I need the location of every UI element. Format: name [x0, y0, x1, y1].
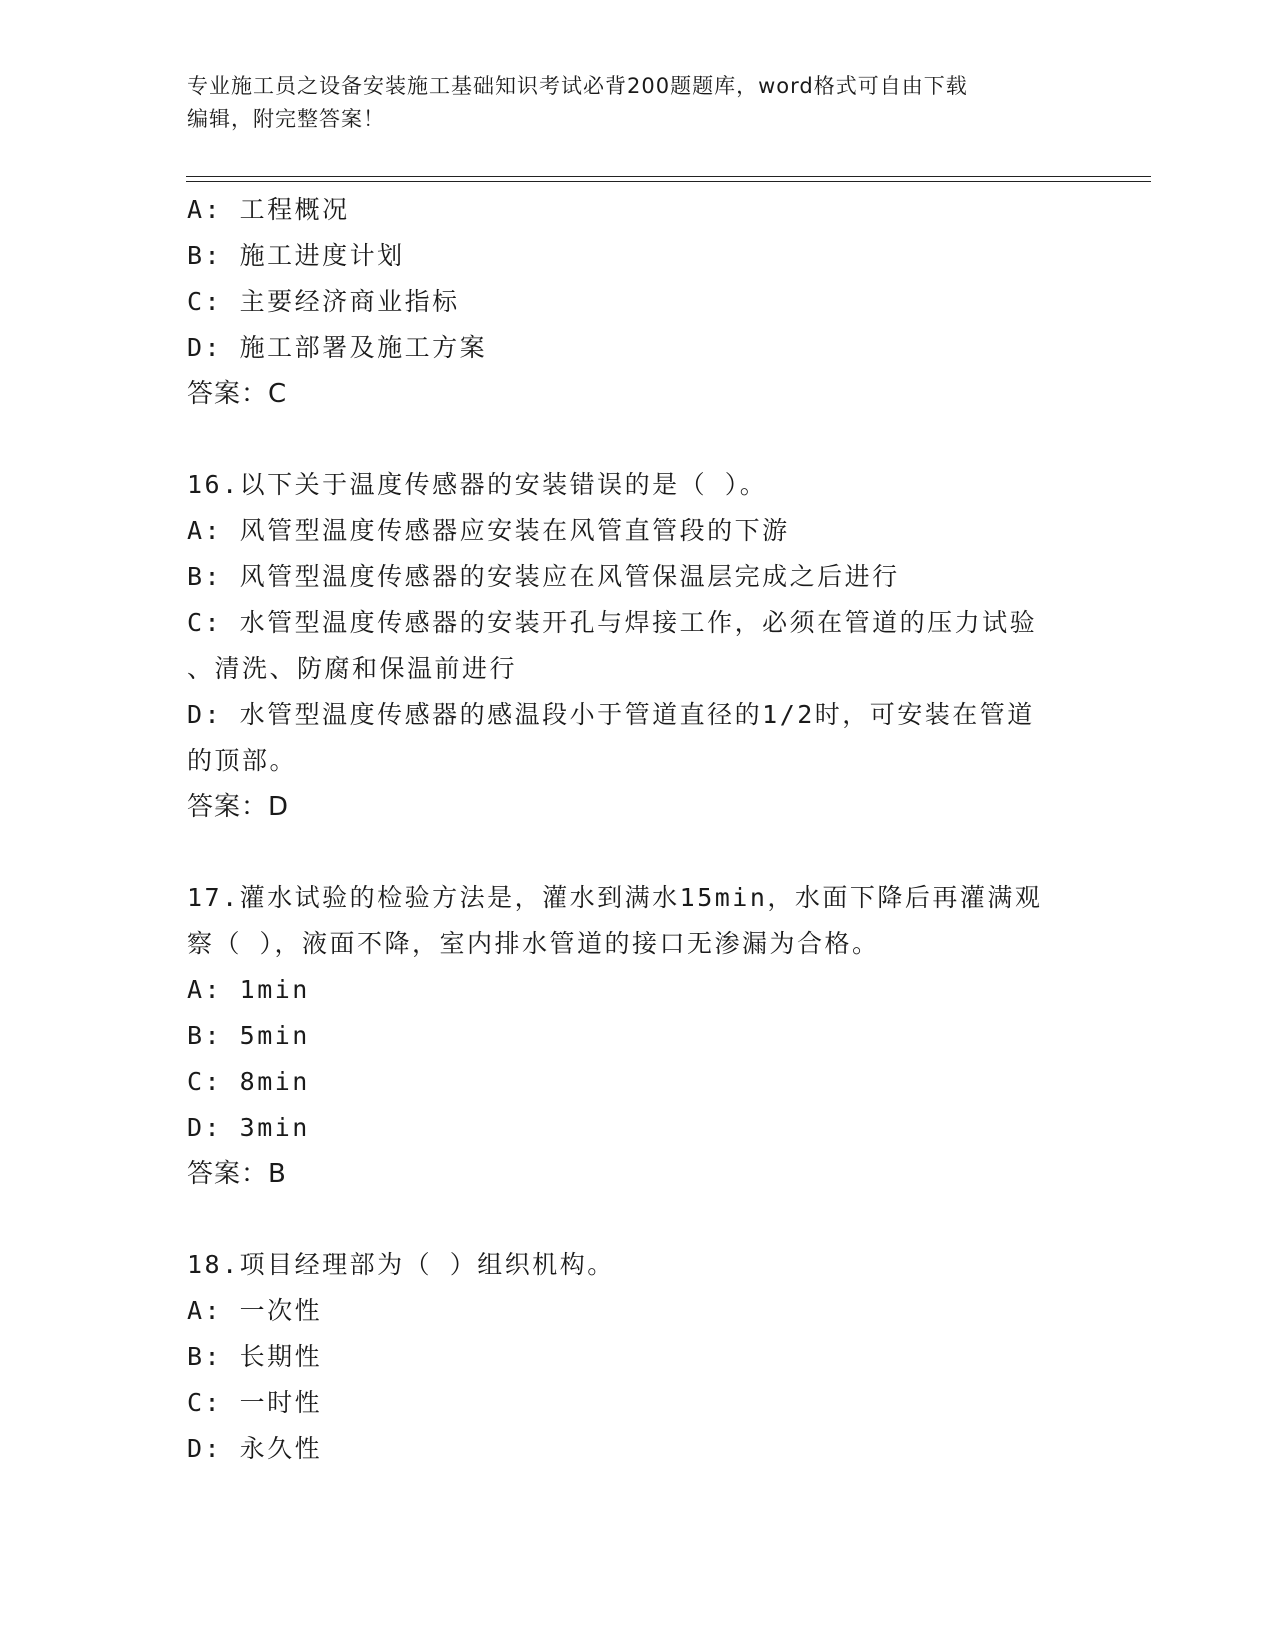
option-d: D: 永久性 [187, 1434, 323, 1463]
header-title-line-2: 编辑，附完整答案！ [187, 107, 385, 131]
option-c: C: 8min [187, 1067, 310, 1096]
option-c: C: 主要经济商业指标 [187, 287, 460, 316]
question-text: 18.项目经理部为（ ）组织机构。 [187, 1250, 615, 1279]
option-a: A: 工程概况 [187, 195, 350, 224]
option-c: C: 一时性 [187, 1388, 323, 1417]
option-a: A: 风管型温度传感器应安装在风管直管段的下游 [187, 516, 790, 545]
option-b: B: 5min [187, 1021, 310, 1050]
question-17 [187, 875, 1087, 1197]
option-c: C: 水管型温度传感器的安装开孔与焊接工作，必须在管道的压力试验 [187, 608, 1038, 637]
answer-line: 答案：D [187, 792, 290, 822]
document-header [187, 70, 1067, 136]
question-18 [187, 1242, 1087, 1472]
option-d-continued: 的顶部。 [187, 746, 298, 775]
option-b: B: 风管型温度传感器的安装应在风管保温层完成之后进行 [187, 562, 900, 591]
answer-line: 答案：C [187, 379, 288, 409]
option-a: A: 一次性 [187, 1296, 323, 1325]
question-text: 16.以下关于温度传感器的安装错误的是（ ）。 [187, 470, 768, 499]
option-b: B: 施工进度计划 [187, 241, 405, 270]
option-b: B: 长期性 [187, 1342, 323, 1371]
question-list [187, 187, 1087, 1472]
question-text-continued: 察（ ），液面不降，室内排水管道的接口无渗漏为合格。 [187, 929, 880, 958]
question-text: 17.灌水试验的检验方法是，灌水到满水15min，水面下降后再灌满观 [187, 883, 1043, 912]
header-title-line-1: 专业施工员之设备安装施工基础知识考试必背200题题库，word格式可自由下载 [187, 74, 968, 98]
question-15 [187, 187, 1087, 417]
option-d: D: 水管型温度传感器的感温段小于管道直径的1/2时，可安装在管道 [187, 700, 1035, 729]
question-16 [187, 462, 1087, 830]
answer-line: 答案：B [187, 1159, 287, 1189]
option-a: A: 1min [187, 975, 310, 1004]
header-divider-top [186, 176, 1151, 177]
option-d: D: 3min [187, 1113, 310, 1142]
option-c-continued: 、清洗、防腐和保温前进行 [187, 654, 518, 683]
option-d: D: 施工部署及施工方案 [187, 333, 488, 362]
header-divider-bottom [186, 181, 1151, 182]
